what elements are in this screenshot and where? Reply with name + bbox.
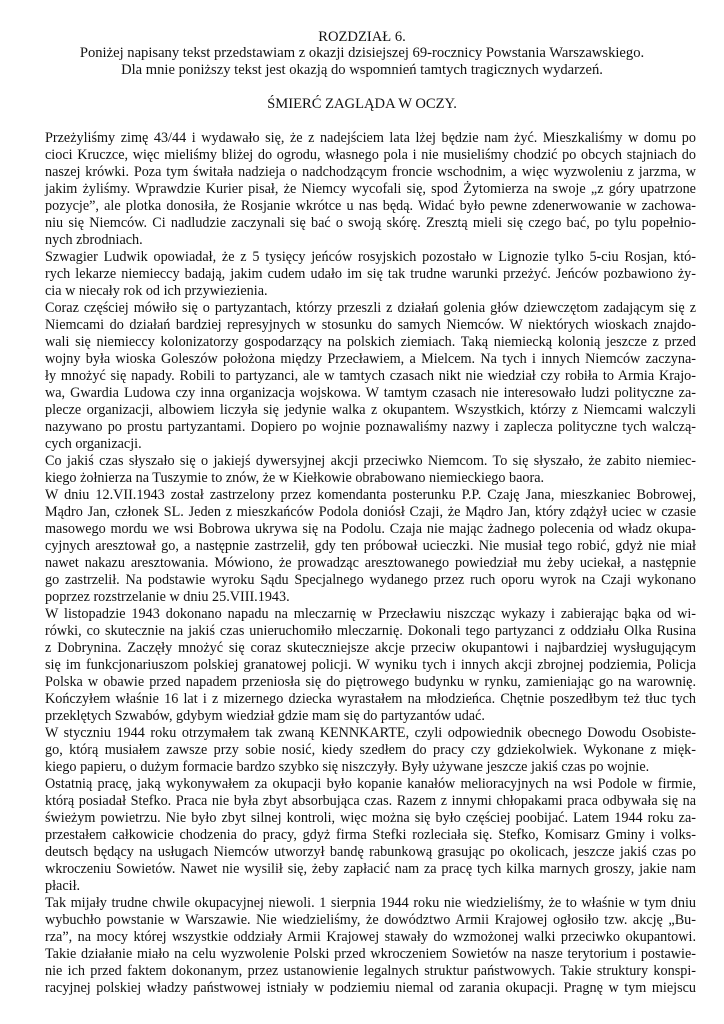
text-line: Mądro Jan, członek SL. Jeden z mieszkańców Podola doniósł Czaji, że Mądro Jan, który zdążył uciec w czasie [45,504,696,520]
text-line: pozycje”, ale plotka donosiła, że Rosjanie wkrótce u nas będą. Widać było pewne zdenerwowanie w zachowa- [45,198,696,214]
text-line: Szwagier Ludwik opowiadał, że z 5 tysięcy jeńców rosyjskich pozostało w Lignozie tylko 5-ciu Rosjan, któ- [45,249,696,265]
text-line: Polska w obawie przed napadem przeniosła się do piętrowego budynku w rynku, zamieniając go na warownię. [45,674,696,690]
text-line: wali się niemieccy kolonizatorzy gospodarzący na polskich ziemiach. Taką niemiecką kolonią jeszcze z przed [45,334,696,350]
text-line: z Dobrynina. Zaczęły mnożyć się coraz skuteczniejsze akcje przeciw okupantowi i najbardziej wysługującym [45,640,696,656]
text-line: cioci Kruczce, więc mieliśmy bliżej do ogrodu, własnego pola i nie musieliśmy chodzić po obcych stajniach do [45,147,696,163]
text-line: jakim żyliśmy. Wprawdzie Kurier pisał, że Niemcy wycofali się, spod Żytomierza na swoje „z góry upatrzone [45,181,696,197]
text-line: nych zbrodniach. [45,232,143,248]
text-line: naszej krówki. Poza tym świtała nadzieja o nadchodzącym froncie wschodnim, a więc wyzwoleniu z jarzma, w [45,164,696,180]
text-line: cyjnych aresztował go, a następnie zastrzelił, gdy ten próbował ucieczki. Nie musiał tego robić, gdyż nie miał [45,538,696,554]
text-line: ły mnożyć się napady. Robili to partyzanci, ale w tamtych czasach nikt nie wiedział czy robiła to Armia Krajo- [45,368,696,384]
text-line: rza”, na mocy której wszystkie oddziały Armii Krajowej stawały do wzmożonej walki przeciwko okupantowi. [45,929,696,945]
chapter-heading: ROZDZIAŁ 6. [318,29,406,45]
text-line: Niemcami do działań bardziej represyjnych w stosunku do samych Niemców. W niektórych wioskach znajdo- [45,317,696,333]
text-line: masowego mordu we wsi Bobrowa ukrywa się na Podolu. Czaja nie mając żadnego polecenia od władz okupa- [45,521,696,537]
text-line: go zastrzelił. Na podstawie wyroku Sądu Specjalnego wydanego przez ruch oporu wyrok na Czaji wykonano [45,572,696,588]
text-line: nawet nakazu aresztowania. Mówiono, że prowadząc aresztowanego powiedział mu żeby uciekał, a następnie [45,555,696,571]
text-line: kiego papieru, o dużym formacie bardzo szybko się niszczyły. Były używane jeszcze jakiś czas po wojnie. [45,759,650,775]
text-line: deutsch będący na usługach Niemców utworzył bandę rabunkową grasując po okolicach, jeszcze jakiś czas po [45,844,696,860]
text-line: racyjnej polskiej władzy państwowej istniały w podziemiu niemal od zarania okupacji. Pragnę w tym miejscu [45,980,696,996]
text-line: Przeżyliśmy zimę 43/44 i wydawało się, że z nadejściem lata lżej będzie nam żyć. Mieszkaliśmy w domu po [45,130,696,146]
text-line: plecze organizacji, albowiem liczyła się jedynie walka z okupantem. Wszystkich, którzy z Niemcami walczyli [45,402,696,418]
text-line: płacił. [45,878,81,894]
text-line: wybuchło powstanie w Warszawie. Nie wiedzieliśmy, że dowództwo Armii Krajowej ogłosiło tzw. akcję „Bu- [45,912,696,928]
text-line: którą posiadał Stefko. Praca nie była zbyt absorbująca czas. Razem z innymi chłopakami praca odbywała się na [45,793,696,809]
text-line: kiego żołnierza na Tuszymie to znów, że w Kiełkowie obrabowano niemieckiego baora. [45,470,545,486]
text-line: wkroczeniu Sowietów. Nawet nie wysilił się, żeby zapłacić nam za pracę tych kilka marnych groszy, jakie nam [45,861,696,877]
document-title: ŚMIERĆ ZAGLĄDA W OCZY. [267,96,457,112]
text-line: niu się Niemców. Ci nadludzie zaczynali się bać o swoją skórę. Zresztą mieli się czego bać, po tylu popełnio- [45,215,696,231]
text-line: Takie działanie miało na celu wyzwolenie Polski przed wkroczeniem Sowietów na nasze terytorium i postawie- [45,946,696,962]
text-line: Kończyłem właśnie 16 lat i z mizernego dziecka wyrastałem na młodzieńca. Chętnie poszedłbym też tłuc tych [45,691,696,707]
text-line: Co jakiś czas słyszało się o jakiejś dywersyjnej akcji przeciwko Niemcom. To się słyszało, że zabito niemiec- [45,453,696,469]
intro-line-1: Poniżej napisany tekst przedstawiam z okazji dzisiejszej 69-rocznicy Powstania Warszawskiego. [79,45,645,61]
text-line: nie ich przed faktem dokonanym, przez ustanowienie legalnych struktur państwowych. Takie struktury konspi- [45,963,696,979]
text-line: rych lekarze niemieccy badają, jakim cudem udało im się tak trudne warunki przeżyć. Jeńców pozbawiono ży- [45,266,696,282]
text-line: przeklętych Szwabów, gdybym wiedział gdzie mam się do partyzantów udać. [45,708,485,724]
text-line: świeżym powietrzu. Nie było zbyt silnej kontroli, więc można się było częściej poobijać. Latem 1944 roku za- [45,810,696,826]
text-line: W listopadzie 1943 dokonano napadu na mleczarnię w Przecławiu niszcząc wykazy i zabierając bąka od wi- [45,606,696,622]
text-line: przestałem całkowicie chodzenia do pracy, gdyż firma Stefki rozleciała się. Stefko, Komisarz Gminy i volks- [45,827,696,843]
text-line: W dniu 12.VII.1943 został zastrzelony przez komendanta posterunku P.P. Czaję Jana, mieszkaniec Bobrowej, [45,487,696,503]
text-line: nazywano po prostu partyzantami. Dopiero po wojnie poznawaliśmy nazwy i zaplecza polityczne tych walczą- [45,419,696,435]
text-line: Tak mijały trudne chwile okupacyjnej niewoli. 1 sierpnia 1944 roku nie wiedzieliśmy, że to właśnie w tym dniu [45,895,696,911]
text-line: się im funkcjonariuszom polskiej granatowej policji. W wyniku tych i innych akcji zbrojnej podziemia, Policja [45,657,696,673]
intro-line-2: Dla mnie poniższy tekst jest okazją do wspomnień tamtych tragicznych wydarzeń. [121,62,603,78]
text-line: poprzez rozstrzelanie w dniu 25.VIII.1943. [45,589,290,605]
text-line: cych organizacji. [45,436,142,452]
text-line: cia w niecały rok od ich przywiezienia. [45,283,268,299]
text-line: go, którą musiałem zawsze przy sobie nosić, kiedy szedłem do pracy czy gdziekolwiek. Wykonane z mięk- [45,742,696,758]
text-line: Coraz częściej mówiło się o partyzantach, którzy przeszli z działań golenia głów dziewczętom zadającym się z [45,300,696,316]
text-line: W styczniu 1944 roku otrzymałem tak zwaną KENNKARTE, czyli odpowiednik obecnego Dowodu Osobiste- [45,725,696,741]
text-line: wojny była wioska Goleszów położona między Przecławiem, a Mielcem. Na tych i innych Niemców zaczyna- [45,351,696,367]
text-line: Ostatnią pracę, jaką wykonywałem za okupacji było kopanie kanałów melioracyjnych na wsi Podole w firmie, [45,776,696,792]
text-line: rówki, co skutecznie na jakiś czas unieruchomiło mleczarnię. Dokonali tego partyzanci z oddziału Olka Rusina [45,623,696,639]
text-line: wa, Gwardia Ludowa czy inna organizacja wojskowa. W tamtym czasach nie interesowało ludzi polityczne za- [45,385,696,401]
